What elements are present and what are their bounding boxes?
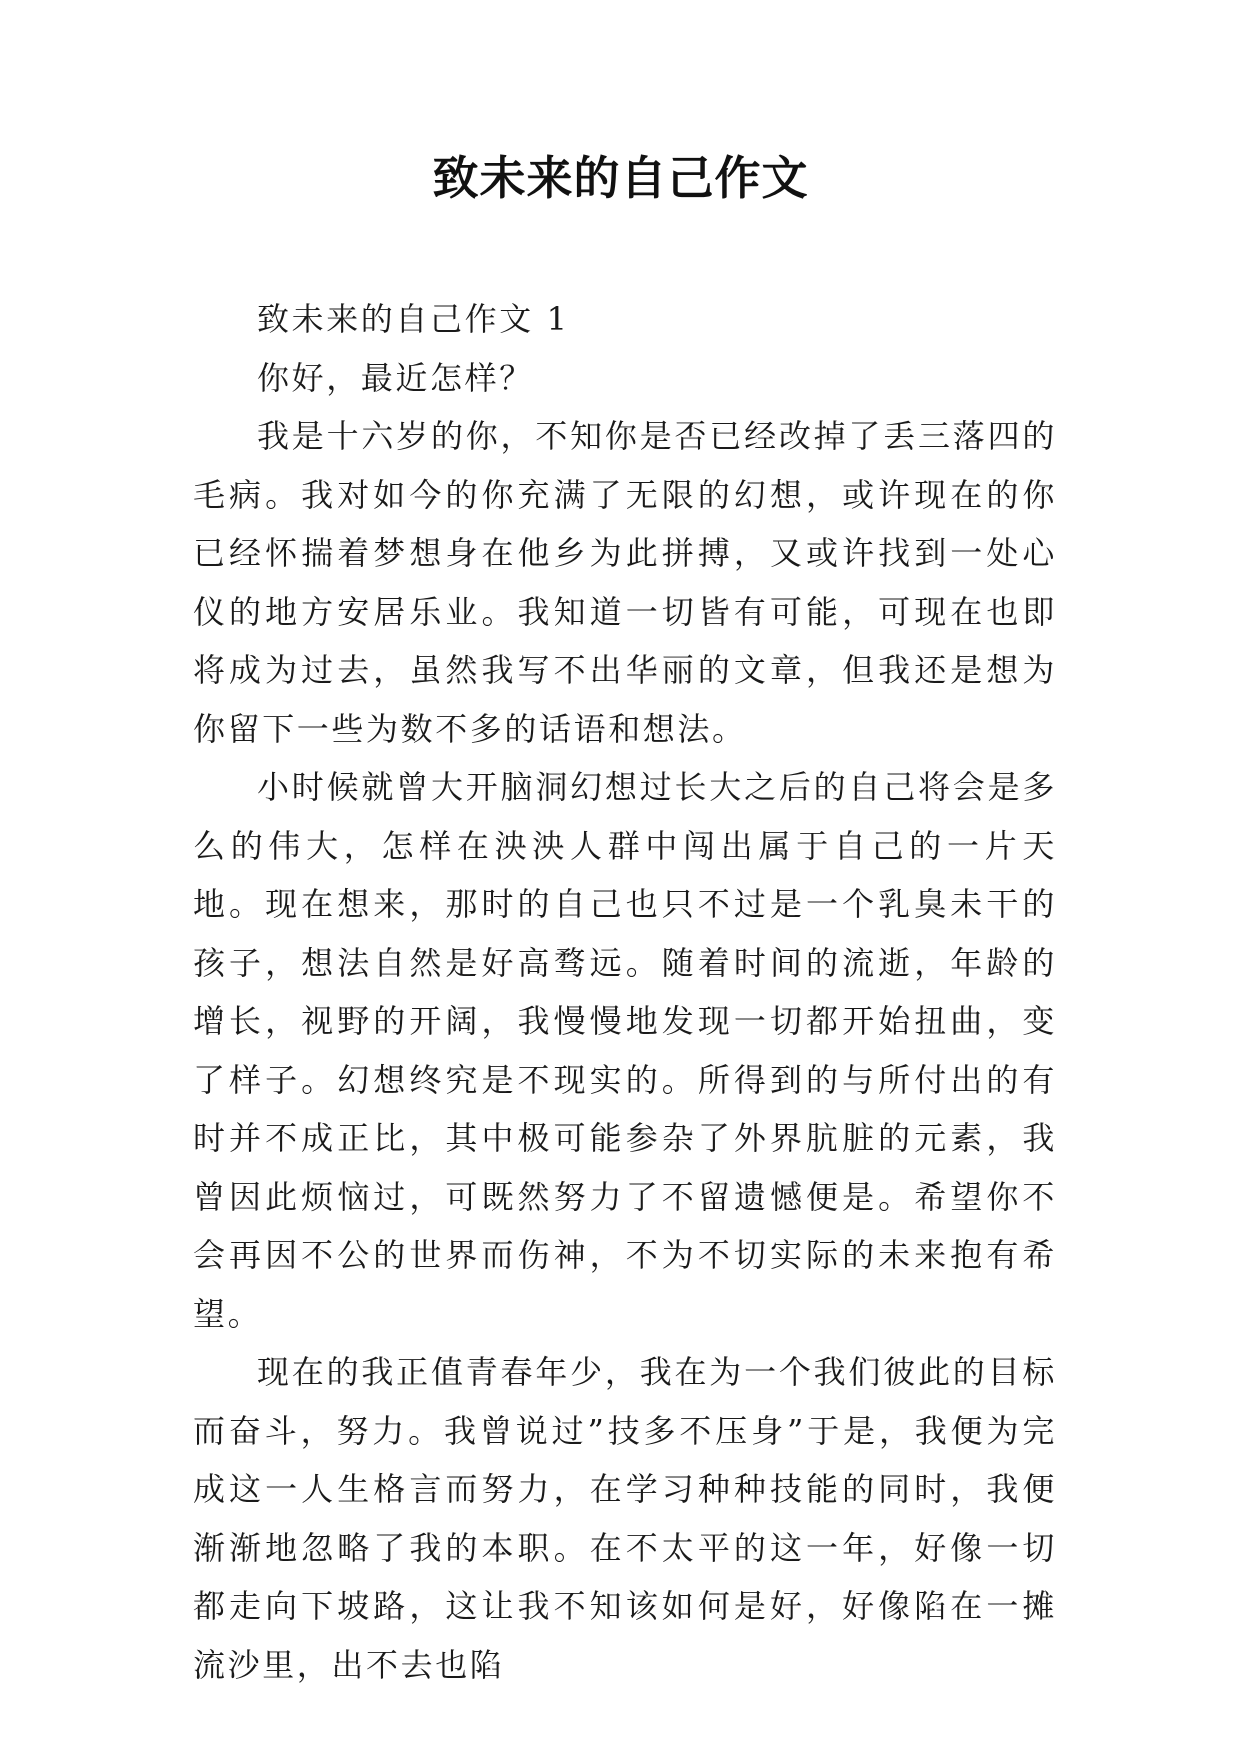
document-title: 致未来的自己作文 [432, 151, 809, 205]
body-paragraph: 我是十六岁的你，不知你是否已经改掉了丢三落四的毛病。我对如今的你充满了无限的幻想，或许现在的你已经怀揣着梦想身在他乡为此拼搏，又或许找到一处心仪的地方安居乐业。我知道一切皆有可能，可现在也即将成为过去，虽然我写不出华丽的文章，但我还是想为你留下一些为数不多的话语和想法。 [193, 417, 1057, 748]
section-heading: 致未来的自己作文 1 [257, 300, 570, 338]
greeting-paragraph: 你好，最近怎样？ [257, 358, 534, 397]
body-paragraph: 小时候就曾大开脑洞幻想过长大之后的自己将会是多么的伟大，怎样在泱泱人群中闯出属于自己的一片天地。现在想来，那时的自己也只不过是一个乳臭未干的孩子，想法自然是好高骛远。随着时间的流逝，年龄的增长，视野的开阔，我慢慢地发现一切都开始扭曲，变了样子。幻想终究是不现实的。所得到的与所付出的有时并不成正比，其中极可能参杂了外界肮脏的元素，我曾因此烦恼过，可既然努力了不留遗憾便是。希望你不会再因不公的世界而伤神，不为不切实际的未来抱有希望。 [193, 768, 1057, 1333]
body-paragraph: 现在的我正值青春年少，我在为一个我们彼此的目标而奋斗，努力。我曾说过”技多不压身”于是，我便为完成这一人生格言而努力，在学习种种技能的同时，我便渐渐地忽略了我的本职。在不太平的这一年，好像一切都走向下坡路，这让我不知该如何是好，好像陷在一摊流沙里，出不去也陷 [193, 1353, 1057, 1684]
document-body [193, 290, 1057, 1694]
